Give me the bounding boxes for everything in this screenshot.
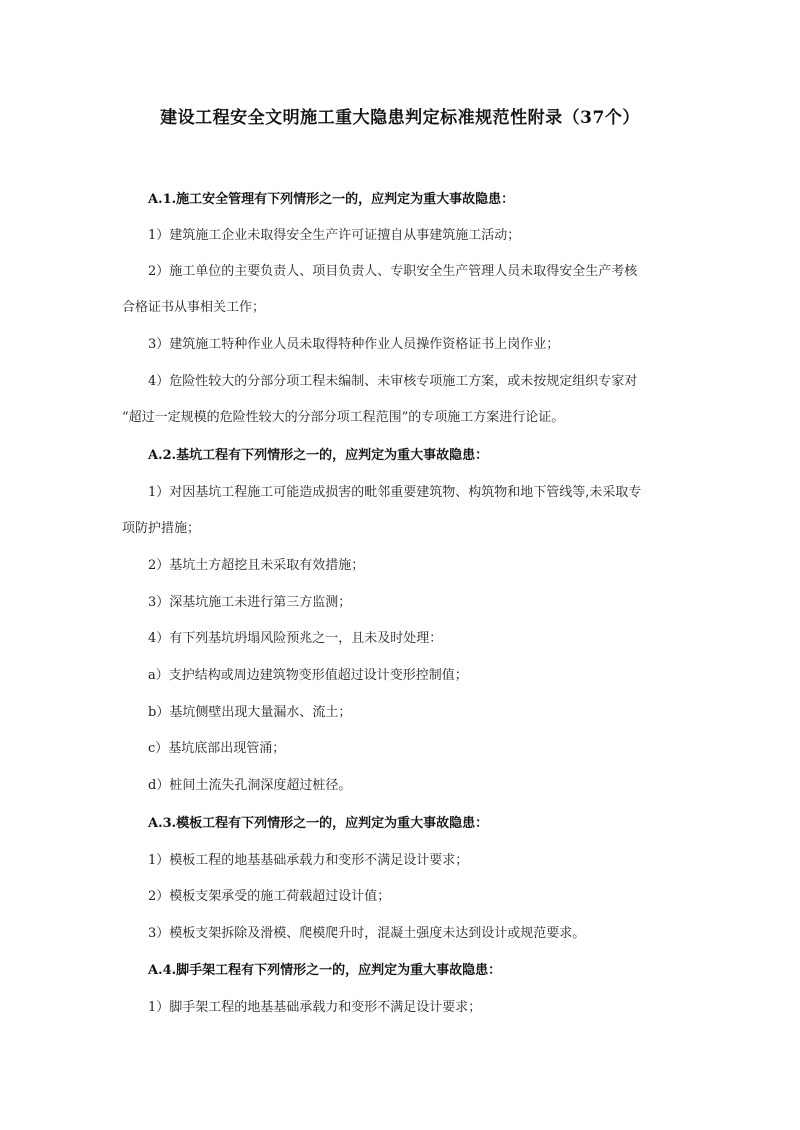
list-item: b）基坑侧壁出现大量漏水、流土； bbox=[148, 705, 352, 720]
list-item: 4）有下列基坑坍塌风险预兆之一，且未及时处理： bbox=[148, 631, 443, 646]
list-item-continuation: “超过一定规模的危险性较大的分部分项工程范围”的专项施工方案进行论证。 bbox=[122, 410, 565, 425]
list-item: c）基坑底部出现管涌； bbox=[148, 741, 286, 756]
list-item: 1）脚手架工程的地基基础承载力和变形不满足设计要求； bbox=[148, 1000, 482, 1015]
list-item: 1）对因基坑工程施工可能造成损害的毗邻重要建筑物、构筑物和地下管线等,未采取专 bbox=[148, 485, 642, 500]
list-item-continuation: 合格证书从事相关工作； bbox=[122, 300, 266, 315]
list-item: 2）施工单位的主要负责人、项目负责人、专职安全生产管理人员未取得安全生产考核 bbox=[148, 264, 638, 279]
section-heading: A.4.脚手架工程有下列情形之一的，应判定为重大事故隐患： bbox=[148, 963, 502, 978]
list-item: 4）危险性较大的分部分项工程未编制、未审核专项施工方案，或未按规定组织专家对 bbox=[148, 374, 638, 389]
list-item: 1）建筑施工企业未取得安全生产许可证擅自从事建筑施工活动； bbox=[148, 228, 521, 243]
list-item: a）支护结构或周边建筑物变形值超过设计变形控制值； bbox=[148, 668, 468, 683]
list-item: d）桩间土流失孔洞深度超过桩径。 bbox=[148, 778, 352, 793]
list-item-continuation: 项防护措施； bbox=[122, 521, 201, 536]
list-item: 3）建筑施工特种作业人员未取得特种作业人员操作资格证书上岗作业； bbox=[148, 337, 560, 352]
list-item: 3）模板支架拆除及滑模、爬模爬升时，混凝土强度未达到设计或规范要求。 bbox=[148, 926, 586, 941]
page-title: 建设工程安全文明施工重大隐患判定标准规范性附录（37个） bbox=[160, 108, 640, 128]
list-item: 2）模板支架承受的施工荷载超过设计值； bbox=[148, 889, 391, 904]
section-heading: A.3.模板工程有下列情形之一的，应判定为重大事故隐患： bbox=[148, 816, 489, 831]
list-item: 1）模板工程的地基基础承载力和变形不满足设计要求； bbox=[148, 853, 469, 868]
section-heading: A.1.施工安全管理有下列情形之一的，应判定为重大事故隐患： bbox=[148, 192, 515, 207]
list-item: 3）深基坑施工未进行第三方监测； bbox=[148, 595, 352, 610]
section-heading: A.2.基坑工程有下列情形之一的，应判定为重大事故隐患： bbox=[148, 448, 489, 463]
list-item: 2）基坑土方超挖且未采取有效措施； bbox=[148, 558, 365, 573]
